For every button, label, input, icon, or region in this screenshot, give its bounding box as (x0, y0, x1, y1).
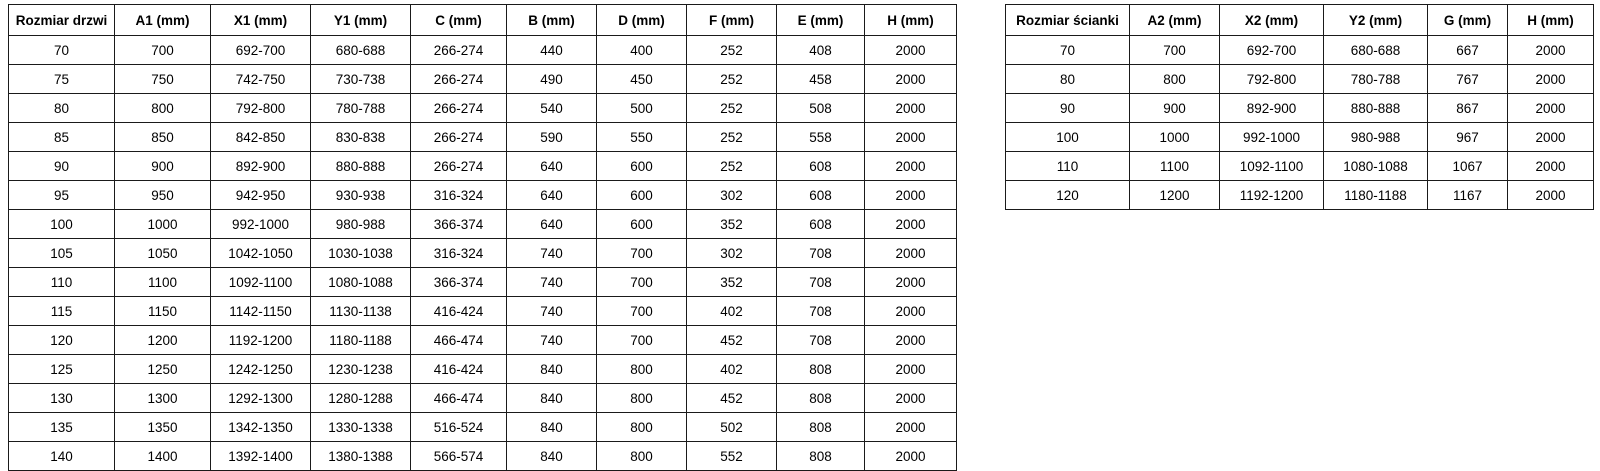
table-cell: 2000 (865, 326, 957, 355)
doors-column-header: D (mm) (597, 5, 687, 36)
doors-column-header: B (mm) (507, 5, 597, 36)
table-cell: 70 (9, 36, 115, 65)
table-cell: 640 (507, 152, 597, 181)
table-cell: 950 (115, 181, 211, 210)
table-cell: 352 (687, 210, 777, 239)
table-cell: 500 (597, 94, 687, 123)
doors-column-header: H (mm) (865, 5, 957, 36)
table-cell: 452 (687, 384, 777, 413)
table-cell: 880-888 (311, 152, 411, 181)
table-cell: 700 (597, 326, 687, 355)
table-cell: 1292-1300 (211, 384, 311, 413)
table-cell: 792-800 (211, 94, 311, 123)
table-row (9, 413, 957, 442)
table-cell: 95 (9, 181, 115, 210)
doors-size-table (8, 4, 957, 471)
table-cell: 2000 (1508, 65, 1594, 94)
table-row (9, 36, 957, 65)
table-cell: 2000 (865, 65, 957, 94)
table-cell: 1242-1250 (211, 355, 311, 384)
table-cell: 302 (687, 239, 777, 268)
table-cell: 867 (1428, 94, 1508, 123)
table-cell: 302 (687, 181, 777, 210)
doors-column-header: F (mm) (687, 5, 777, 36)
table-cell: 780-788 (311, 94, 411, 123)
table-cell: 750 (115, 65, 211, 94)
table-cell: 1130-1138 (311, 297, 411, 326)
table-row (9, 181, 957, 210)
table-cell: 1400 (115, 442, 211, 471)
table-cell: 700 (597, 297, 687, 326)
table-cell: 680-688 (311, 36, 411, 65)
table-cell: 130 (9, 384, 115, 413)
table-cell: 700 (597, 239, 687, 268)
table-cell: 105 (9, 239, 115, 268)
table-cell: 842-850 (211, 123, 311, 152)
table-cell: 120 (9, 326, 115, 355)
table-cell: 2000 (865, 210, 957, 239)
table-cell: 2000 (865, 152, 957, 181)
table-cell: 708 (777, 326, 865, 355)
table-cell: 70 (1006, 36, 1130, 65)
table-cell: 266-274 (411, 152, 507, 181)
table-cell: 700 (115, 36, 211, 65)
table-row (1006, 181, 1594, 210)
table-cell: 100 (1006, 123, 1130, 152)
table-cell: 558 (777, 123, 865, 152)
table-cell: 2000 (865, 239, 957, 268)
table-cell: 800 (115, 94, 211, 123)
table-cell: 840 (507, 413, 597, 442)
table-cell: 90 (9, 152, 115, 181)
table-cell: 1192-1200 (211, 326, 311, 355)
wall-column-header: H (mm) (1508, 5, 1594, 36)
table-cell: 942-950 (211, 181, 311, 210)
table-cell: 930-938 (311, 181, 411, 210)
table-cell: 1080-1088 (1324, 152, 1428, 181)
table-row (9, 210, 957, 239)
table-cell: 402 (687, 355, 777, 384)
table-row (9, 442, 957, 471)
table-cell: 800 (597, 442, 687, 471)
table-cell: 352 (687, 268, 777, 297)
table-row (1006, 36, 1594, 65)
table-row (9, 326, 957, 355)
table-cell: 708 (777, 239, 865, 268)
table-cell: 266-274 (411, 36, 507, 65)
table-cell: 2000 (865, 94, 957, 123)
table-cell: 490 (507, 65, 597, 94)
table-cell: 440 (507, 36, 597, 65)
wall-column-header: Rozmiar ścianki (1006, 5, 1130, 36)
table-cell: 800 (597, 355, 687, 384)
table-cell: 892-900 (211, 152, 311, 181)
table-cell: 692-700 (211, 36, 311, 65)
table-cell: 608 (777, 152, 865, 181)
table-cell: 516-524 (411, 413, 507, 442)
table-cell: 840 (507, 384, 597, 413)
table-cell: 1080-1088 (311, 268, 411, 297)
doors-column-header: E (mm) (777, 5, 865, 36)
table-cell: 1000 (115, 210, 211, 239)
table-cell: 416-424 (411, 355, 507, 384)
table-cell: 1030-1038 (311, 239, 411, 268)
table-cell: 140 (9, 442, 115, 471)
table-cell: 266-274 (411, 65, 507, 94)
table-cell: 740 (507, 297, 597, 326)
table-cell: 1342-1350 (211, 413, 311, 442)
table-cell: 700 (1130, 36, 1220, 65)
table-cell: 508 (777, 94, 865, 123)
table-cell: 1142-1150 (211, 297, 311, 326)
table-cell: 600 (597, 152, 687, 181)
table-cell: 640 (507, 210, 597, 239)
table-cell: 1200 (115, 326, 211, 355)
doors-table-header (9, 5, 957, 36)
table-row (1006, 65, 1594, 94)
table-cell: 120 (1006, 181, 1130, 210)
table-cell: 1167 (1428, 181, 1508, 210)
table-row (9, 384, 957, 413)
table-cell: 1250 (115, 355, 211, 384)
table-cell: 502 (687, 413, 777, 442)
table-cell: 450 (597, 65, 687, 94)
table-cell: 980-988 (1324, 123, 1428, 152)
table-cell: 1067 (1428, 152, 1508, 181)
table-cell: 1330-1338 (311, 413, 411, 442)
table-cell: 667 (1428, 36, 1508, 65)
table-row (9, 268, 957, 297)
table-cell: 2000 (1508, 123, 1594, 152)
table-cell: 830-838 (311, 123, 411, 152)
table-cell: 680-688 (1324, 36, 1428, 65)
table-cell: 980-988 (311, 210, 411, 239)
table-cell: 800 (597, 413, 687, 442)
table-cell: 692-700 (1220, 36, 1324, 65)
table-cell: 967 (1428, 123, 1508, 152)
doors-column-header: C (mm) (411, 5, 507, 36)
table-cell: 252 (687, 36, 777, 65)
table-cell: 2000 (865, 442, 957, 471)
table-cell: 266-274 (411, 123, 507, 152)
table-row (9, 152, 957, 181)
wall-column-header: X2 (mm) (1220, 5, 1324, 36)
table-cell: 2000 (865, 413, 957, 442)
wall-column-header: G (mm) (1428, 5, 1508, 36)
table-cell: 316-324 (411, 181, 507, 210)
table-cell: 2000 (865, 181, 957, 210)
table-cell: 608 (777, 181, 865, 210)
doors-table-body (9, 36, 957, 471)
wall-size-table (1005, 4, 1594, 210)
table-cell: 416-424 (411, 297, 507, 326)
table-cell: 452 (687, 326, 777, 355)
table-row (9, 65, 957, 94)
table-cell: 2000 (865, 355, 957, 384)
table-cell: 1392-1400 (211, 442, 311, 471)
table-cell: 2000 (1508, 152, 1594, 181)
table-cell: 1300 (115, 384, 211, 413)
table-cell: 900 (1130, 94, 1220, 123)
table-header-row (1006, 5, 1594, 36)
table-cell: 408 (777, 36, 865, 65)
table-cell: 252 (687, 123, 777, 152)
table-row (1006, 123, 1594, 152)
table-cell: 125 (9, 355, 115, 384)
table-cell: 1180-1188 (311, 326, 411, 355)
table-cell: 892-900 (1220, 94, 1324, 123)
table-cell: 252 (687, 152, 777, 181)
table-cell: 840 (507, 355, 597, 384)
table-cell: 2000 (865, 384, 957, 413)
table-cell: 840 (507, 442, 597, 471)
table-cell: 90 (1006, 94, 1130, 123)
table-cell: 2000 (1508, 181, 1594, 210)
table-row (9, 94, 957, 123)
table-cell: 640 (507, 181, 597, 210)
table-cell: 400 (597, 36, 687, 65)
table-cell: 880-888 (1324, 94, 1428, 123)
table-cell: 1050 (115, 239, 211, 268)
table-cell: 1042-1050 (211, 239, 311, 268)
table-row (9, 239, 957, 268)
table-cell: 808 (777, 355, 865, 384)
table-cell: 1100 (1130, 152, 1220, 181)
table-row (1006, 152, 1594, 181)
table-cell: 2000 (865, 268, 957, 297)
wall-column-header: Y2 (mm) (1324, 5, 1428, 36)
table-cell: 740 (507, 268, 597, 297)
table-cell: 366-374 (411, 210, 507, 239)
table-cell: 1092-1100 (211, 268, 311, 297)
table-cell: 552 (687, 442, 777, 471)
wall-column-header: A2 (mm) (1130, 5, 1220, 36)
wall-size-table-container (1005, 4, 1594, 210)
table-cell: 1092-1100 (1220, 152, 1324, 181)
table-cell: 80 (1006, 65, 1130, 94)
table-cell: 2000 (865, 36, 957, 65)
table-cell: 740 (507, 239, 597, 268)
table-cell: 792-800 (1220, 65, 1324, 94)
table-cell: 266-274 (411, 94, 507, 123)
table-cell: 850 (115, 123, 211, 152)
table-cell: 2000 (1508, 94, 1594, 123)
table-cell: 85 (9, 123, 115, 152)
table-cell: 767 (1428, 65, 1508, 94)
doors-size-table-container (8, 4, 957, 471)
table-cell: 316-324 (411, 239, 507, 268)
table-cell: 110 (1006, 152, 1130, 181)
table-cell: 100 (9, 210, 115, 239)
table-cell: 992-1000 (1220, 123, 1324, 152)
table-row (9, 123, 957, 152)
table-cell: 900 (115, 152, 211, 181)
table-cell: 700 (597, 268, 687, 297)
table-cell: 808 (777, 413, 865, 442)
wall-table-header (1006, 5, 1594, 36)
table-cell: 742-750 (211, 65, 311, 94)
table-cell: 2000 (865, 297, 957, 326)
table-cell: 1380-1388 (311, 442, 411, 471)
table-cell: 110 (9, 268, 115, 297)
table-header-row (9, 5, 957, 36)
table-cell: 135 (9, 413, 115, 442)
table-cell: 800 (1130, 65, 1220, 94)
wall-table-body (1006, 36, 1594, 210)
table-cell: 1180-1188 (1324, 181, 1428, 210)
table-cell: 2000 (865, 123, 957, 152)
table-cell: 466-474 (411, 326, 507, 355)
table-cell: 80 (9, 94, 115, 123)
table-cell: 780-788 (1324, 65, 1428, 94)
doors-column-header: Rozmiar drzwi (9, 5, 115, 36)
table-cell: 992-1000 (211, 210, 311, 239)
table-cell: 600 (597, 210, 687, 239)
table-row (1006, 94, 1594, 123)
table-cell: 808 (777, 442, 865, 471)
table-cell: 2000 (1508, 36, 1594, 65)
table-cell: 1350 (115, 413, 211, 442)
table-cell: 1280-1288 (311, 384, 411, 413)
table-cell: 800 (597, 384, 687, 413)
table-cell: 252 (687, 65, 777, 94)
table-cell: 708 (777, 268, 865, 297)
table-cell: 808 (777, 384, 865, 413)
table-cell: 1230-1238 (311, 355, 411, 384)
table-cell: 708 (777, 297, 865, 326)
table-cell: 366-374 (411, 268, 507, 297)
doors-column-header: A1 (mm) (115, 5, 211, 36)
table-row (9, 297, 957, 326)
table-cell: 566-574 (411, 442, 507, 471)
table-cell: 740 (507, 326, 597, 355)
table-cell: 402 (687, 297, 777, 326)
table-cell: 600 (597, 181, 687, 210)
table-row (9, 355, 957, 384)
table-cell: 252 (687, 94, 777, 123)
table-cell: 466-474 (411, 384, 507, 413)
table-cell: 730-738 (311, 65, 411, 94)
table-cell: 550 (597, 123, 687, 152)
table-cell: 75 (9, 65, 115, 94)
table-cell: 608 (777, 210, 865, 239)
doors-column-header: X1 (mm) (211, 5, 311, 36)
table-cell: 458 (777, 65, 865, 94)
doors-column-header: Y1 (mm) (311, 5, 411, 36)
table-cell: 1150 (115, 297, 211, 326)
table-cell: 1000 (1130, 123, 1220, 152)
table-cell: 1192-1200 (1220, 181, 1324, 210)
table-cell: 540 (507, 94, 597, 123)
table-cell: 1100 (115, 268, 211, 297)
table-cell: 1200 (1130, 181, 1220, 210)
table-cell: 115 (9, 297, 115, 326)
table-cell: 590 (507, 123, 597, 152)
